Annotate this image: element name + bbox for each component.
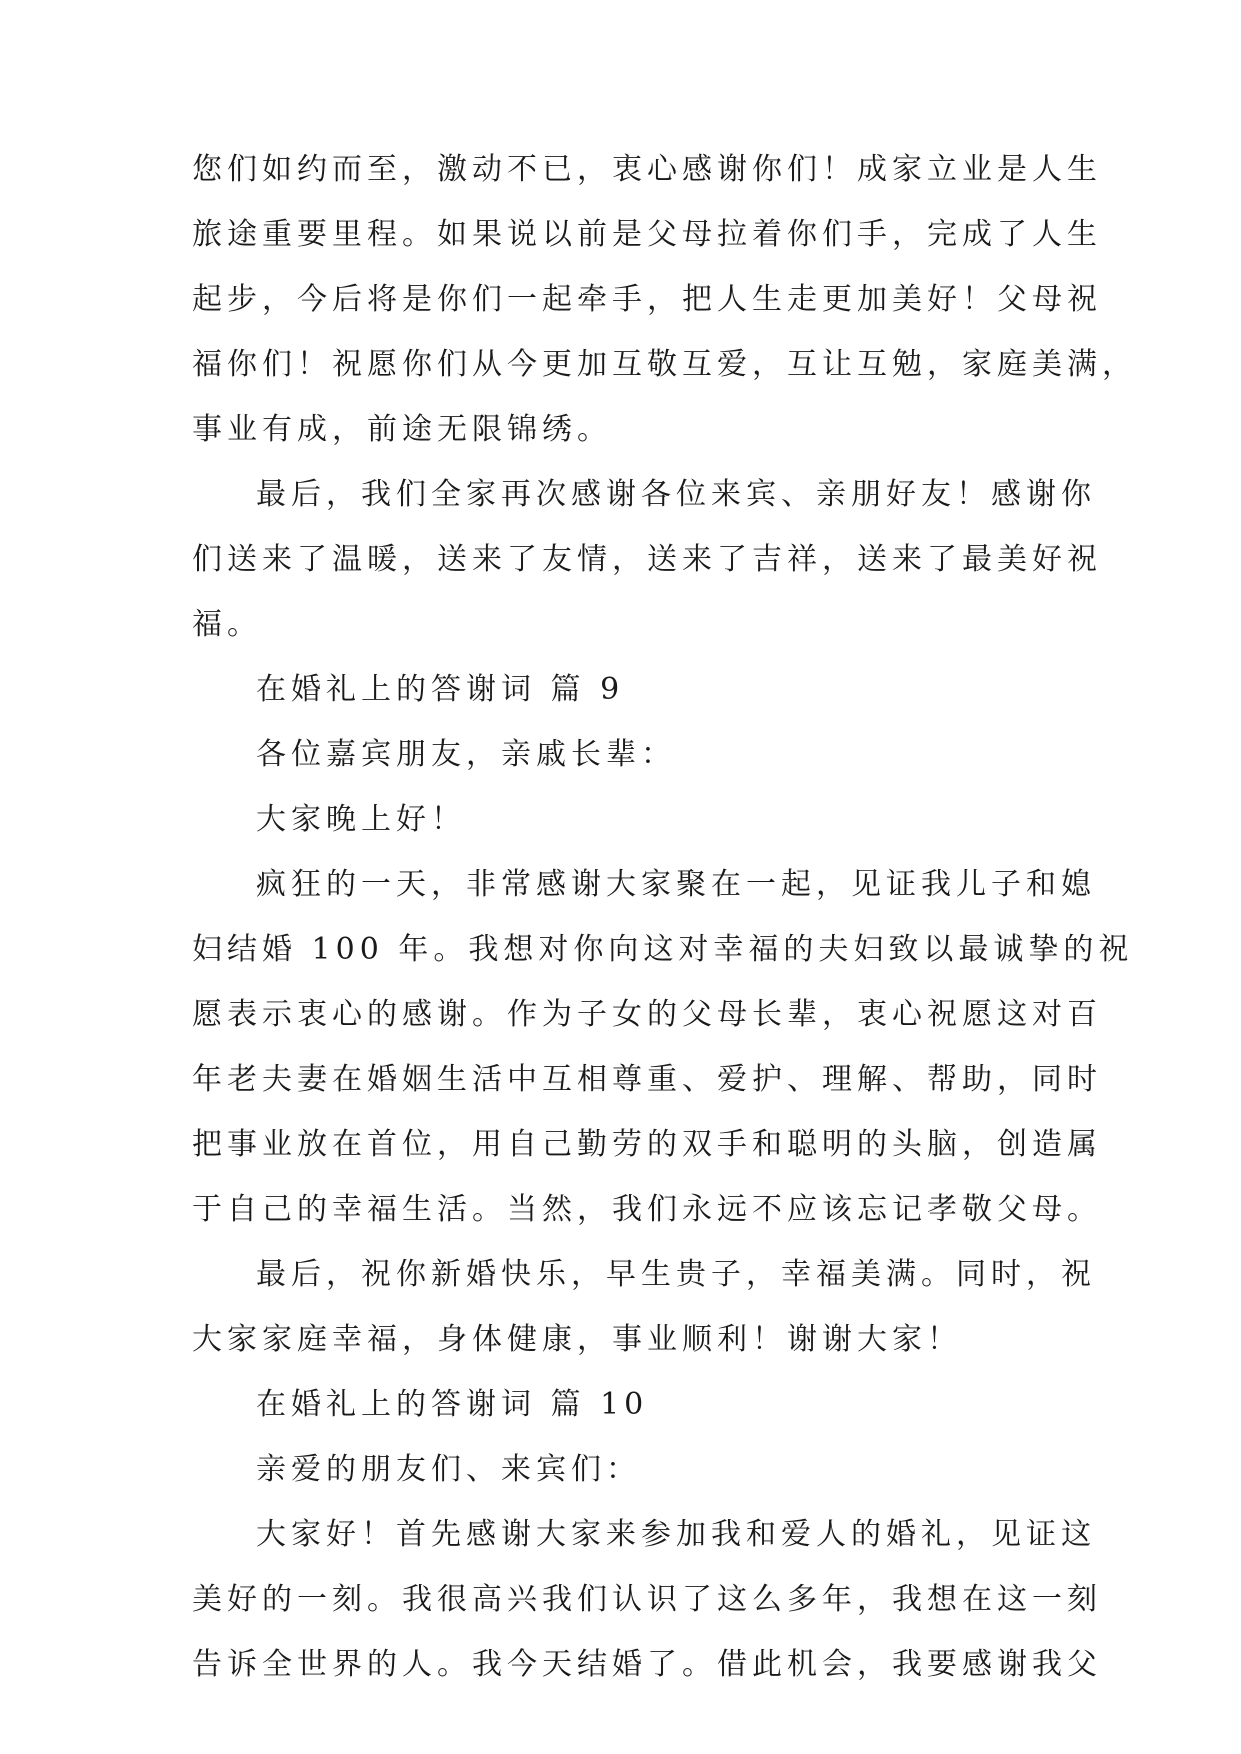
paragraph-line: 最后，祝你新婚快乐，早生贵子，幸福美满。同时，祝	[256, 1257, 1096, 1292]
paragraph-line: 美好的一刻。我很高兴我们认识了这么多年，我想在这一刻	[192, 1582, 1102, 1617]
salutation: 各位嘉宾朋友，亲戚长辈：	[256, 737, 676, 772]
paragraph-line: 福。	[192, 607, 262, 642]
paragraph-line: 把事业放在首位，用自己勤劳的双手和聪明的头脑，创造属	[192, 1127, 1102, 1162]
paragraph-line: 愿表示衷心的感谢。作为子女的父母长辈，衷心祝愿这对百	[192, 997, 1102, 1032]
paragraph-line: 最后，我们全家再次感谢各位来宾、亲朋好友！感谢你	[256, 477, 1096, 512]
paragraph-line: 告诉全世界的人。我今天结婚了。借此机会，我要感谢我父	[192, 1647, 1102, 1682]
section-heading: 在婚礼上的答谢词 篇 9	[256, 672, 625, 707]
paragraph-line: 旅途重要里程。如果说以前是父母拉着你们手，完成了人生	[192, 217, 1102, 252]
paragraph-line: 妇结婚 100 年。我想对你向这对幸福的夫妇致以最诚挚的祝	[192, 932, 1134, 967]
paragraph-line: 们送来了温暖，送来了友情，送来了吉祥，送来了最美好祝	[192, 542, 1102, 577]
paragraph-line: 于自己的幸福生活。当然，我们永远不应该忘记孝敬父母。	[192, 1192, 1102, 1227]
paragraph-line: 年老夫妻在婚姻生活中互相尊重、爱护、理解、帮助，同时	[192, 1062, 1102, 1097]
paragraph-line: 起步，今后将是你们一起牵手，把人生走更加美好！父母祝	[192, 282, 1102, 317]
greeting: 大家晚上好！	[256, 802, 466, 837]
paragraph-line: 您们如约而至，激动不已，衷心感谢你们！成家立业是人生	[192, 152, 1102, 187]
paragraph-line: 疯狂的一天，非常感谢大家聚在一起，见证我儿子和媳	[256, 867, 1096, 902]
salutation: 亲爱的朋友们、来宾们：	[256, 1452, 641, 1487]
paragraph-line: 大家好！首先感谢大家来参加我和爱人的婚礼，见证这	[256, 1517, 1096, 1552]
section-heading: 在婚礼上的答谢词 篇 10	[256, 1387, 649, 1422]
paragraph-line: 福你们！祝愿你们从今更加互敬互爱，互让互勉，家庭美满，	[192, 347, 1137, 382]
paragraph-line: 大家家庭幸福，身体健康，事业顺利！谢谢大家！	[192, 1322, 962, 1357]
paragraph-line: 事业有成，前途无限锦绣。	[192, 412, 612, 447]
